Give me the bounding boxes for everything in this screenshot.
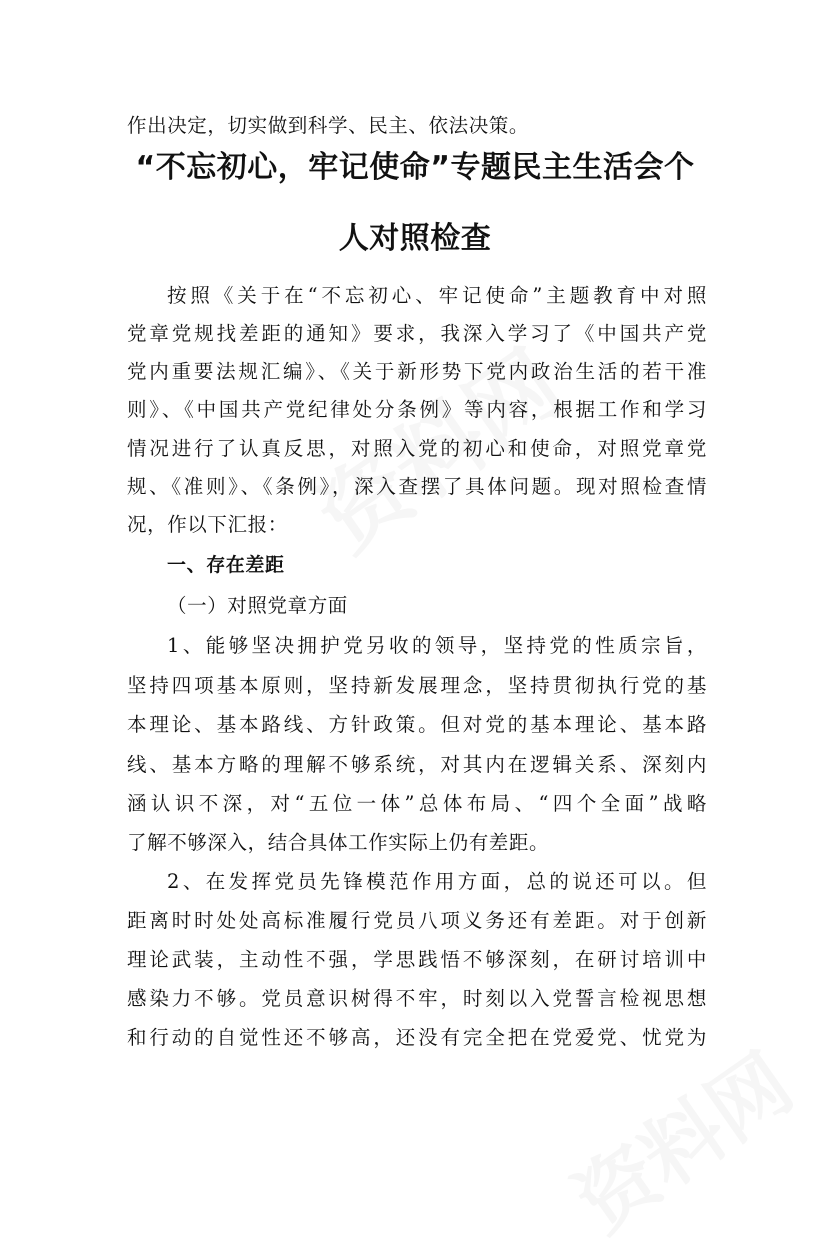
paragraph-line: 了解不够深入，结合具体工作实际上仍有差距。 — [127, 831, 550, 854]
paragraph-line: 作出决定，切实做到科学、民主、依法决策。 — [127, 114, 530, 137]
paragraph-line: 坚持四项基本原则，坚持新发展理念，坚持贯彻执行党的基 — [127, 674, 707, 697]
paragraph-line: 规、《准则》、《条例》，深入查摆了具体问题。现对照检查情 — [127, 475, 707, 498]
paragraph-line: 距离时时处处高标准履行党员八项义务还有差距。对于创新 — [127, 909, 707, 932]
section-heading: 一、存在差距 — [167, 554, 285, 576]
paragraph-line: 按照《关于在“不忘初心、牢记使命”主题教育中对照 — [167, 284, 707, 307]
paragraph-line: 涵认识不深，对“五位一体”总体布局、“四个全面”战略 — [127, 792, 707, 815]
paragraph-line: 党章党规找差距的通知》要求，我深入学习了《中国共产党 — [127, 322, 707, 345]
paragraph-line: 党内重要法规汇编》、《关于新形势下党内政治生活的若干准 — [127, 360, 707, 383]
paragraph-line: 理论武装，主动性不强，学思践悟不够深刻，在研讨培训中 — [127, 948, 707, 971]
subsection-heading: （一）对照党章方面 — [167, 594, 348, 617]
paragraph-line: 则》、《中国共产党纪律处分条例》等内容，根据工作和学习 — [127, 398, 707, 421]
paragraph-line: 况，作以下汇报： — [127, 513, 288, 536]
paragraph-line: 情况进行了认真反思，对照入党的初心和使命，对照党章党 — [127, 437, 707, 460]
paragraph-line: 感染力不够。党员意识树得不牢，时刻以入党誓言检视思想 — [127, 987, 707, 1010]
document-title-line-2: 人对照检查 — [338, 221, 492, 256]
paragraph-line: 1、能够坚决拥护党另收的领导，坚持党的性质宗旨， — [167, 634, 707, 657]
paragraph-line: 和行动的自觉性还不够高，还没有完全把在党爱党、忧党为 — [127, 1026, 707, 1049]
paragraph-line: 2、在发挥党员先锋模范作用方面，总的说还可以。但 — [167, 870, 707, 893]
paragraph-line: 本理论、基本路线、方针政策。但对党的基本理论、基本路 — [127, 713, 707, 736]
paragraph-line: 线、基本方略的理解不够系统，对其内在逻辑关系、深刻内 — [127, 753, 707, 776]
document-title-line-1: “不忘初心，牢记使命”专题民主生活会个 — [135, 150, 695, 185]
